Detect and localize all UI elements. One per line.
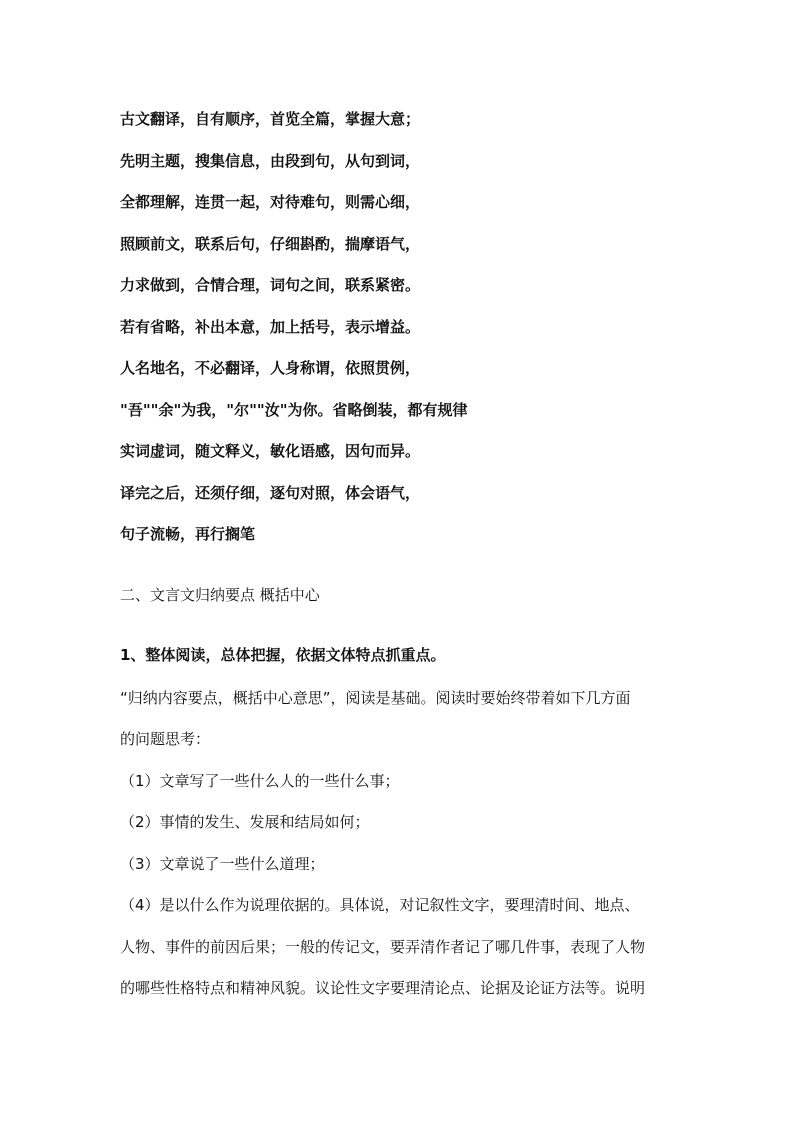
subheading: 1、整体阅读，总体把握，依据文体特点抓重点。 bbox=[120, 646, 446, 664]
body-line-1: “归纳内容要点，概括中心意思”，阅读是基础。阅读时要始终带着如下几方面 bbox=[120, 689, 631, 707]
poem-line-10: 译完之后，还须仔细，逐句对照，体会语气， bbox=[120, 484, 421, 502]
poem-line-2: 先明主题，搜集信息，由段到句，从句到词， bbox=[120, 152, 421, 170]
poem-line-5: 力求做到，合情合理，词句之间，联系紧密。 bbox=[120, 276, 421, 294]
body-line-2: 的问题思考： bbox=[120, 730, 211, 748]
list-item-3: （3）文章说了一些什么道理； bbox=[120, 855, 325, 873]
poem-line-6: 若有省略，补出本意，加上括号，表示增益。 bbox=[120, 318, 421, 336]
list-item-1: （1）文章写了一些什么人的一些什么事； bbox=[120, 772, 400, 790]
body-line-8: 的哪些性格特点和精神风貌。议论性文字要理清论点、论据及论证方法等。说明 bbox=[120, 979, 646, 997]
poem-line-11: 句子流畅，再行搁笔 bbox=[120, 525, 256, 543]
list-item-4: （4）是以什么作为说理依据的。具体说，对记叙性文字，要理清时间、地点、 bbox=[120, 896, 640, 914]
poem-line-4: 照顾前文，联系后句，仔细斟酌，揣摩语气， bbox=[120, 235, 421, 253]
poem-line-8: "吾""余"为我，"尔""汝"为你。省略倒装，都有规律 bbox=[120, 401, 468, 419]
list-item-2: （2）事情的发生、发展和结局如何； bbox=[120, 813, 370, 831]
poem-line-3: 全都理解，连贯一起，对待难句，则需心细， bbox=[120, 193, 421, 211]
poem-line-7: 人名地名，不必翻译，人身称谓，依照贯例， bbox=[120, 359, 421, 377]
poem-line-1: 古文翻译，自有顺序，首览全篇，掌握大意； bbox=[120, 110, 421, 128]
body-line-7: 人物、事件的前因后果；一般的传记文，要弄清作者记了哪几件事，表现了人物 bbox=[120, 938, 646, 956]
section-heading: 二、文言文归纳要点 概括中心 bbox=[120, 586, 320, 604]
poem-line-9: 实词虚词，随文释义，敏化语感，因句而异。 bbox=[120, 442, 421, 460]
